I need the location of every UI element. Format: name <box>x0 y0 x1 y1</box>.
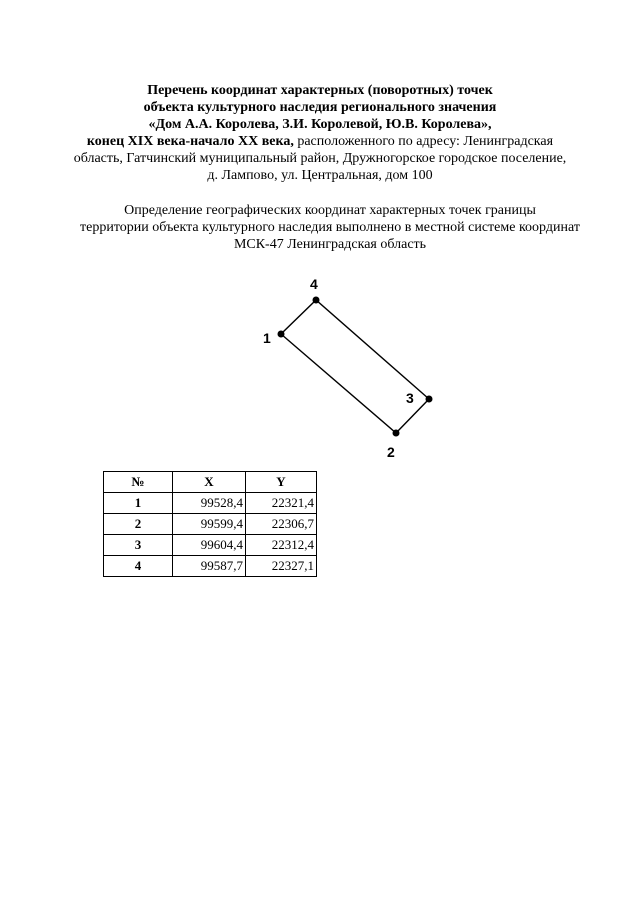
title-line-4 <box>60 133 580 150</box>
title-line-5: область, Гатчинский муниципальный район, Дружногорское городское поселение, <box>73 151 567 166</box>
intro-line-3: МСК-47 Ленинградская область <box>233 237 427 252</box>
header-y: Y <box>246 472 317 493</box>
boundary-diagram <box>250 268 450 468</box>
cell-number: 1 <box>104 493 173 514</box>
title-line-6: д. Лампово, ул. Центральная, дом 100 <box>207 168 433 183</box>
point-2-marker <box>393 430 400 437</box>
point-4-label: 4 <box>310 276 318 292</box>
cell-number: 2 <box>104 514 173 535</box>
cell-x: 99528,4 <box>173 493 246 514</box>
title-line-3: «Дом А.А. Королева, З.И. Королевой, Ю.В. Королева», <box>148 117 492 132</box>
cell-y: 22312,4 <box>246 535 317 556</box>
intro-line-2: территории объекта культурного наследия выполнено в местной системе координат <box>80 220 580 235</box>
table-header-row <box>104 472 317 493</box>
point-3-marker <box>426 396 433 403</box>
point-4-marker <box>313 297 320 304</box>
cell-y: 22306,7 <box>246 514 317 535</box>
cell-number: 3 <box>104 535 173 556</box>
point-1-marker <box>278 331 285 338</box>
coordinates-table <box>103 471 317 577</box>
cell-number: 4 <box>104 556 173 577</box>
point-2-label: 2 <box>387 444 395 460</box>
title-line-2: объекта культурного наследия регионального значения <box>143 100 497 115</box>
cell-x: 99587,7 <box>173 556 246 577</box>
table-row <box>104 535 317 556</box>
title-line-1: Перечень координат характерных (поворотных) точек <box>147 83 493 98</box>
document-title <box>60 82 580 184</box>
cell-x: 99599,4 <box>173 514 246 535</box>
title-line-4-bold: конец XIX века-начало XX века, <box>86 134 294 149</box>
point-1-label: 1 <box>263 330 271 346</box>
intro-paragraph <box>60 202 600 253</box>
table-row <box>104 514 317 535</box>
title-line-4-rest: расположенного по адресу: Ленинградская <box>293 134 554 149</box>
point-3-label: 3 <box>406 390 414 406</box>
header-number: № <box>104 472 173 493</box>
table-row <box>104 556 317 577</box>
header-x: X <box>173 472 246 493</box>
cell-y: 22321,4 <box>246 493 317 514</box>
intro-line-1: Определение географических координат характерных точек границы <box>124 203 536 218</box>
cell-y: 22327,1 <box>246 556 317 577</box>
boundary-outline <box>281 300 429 433</box>
cell-x: 99604,4 <box>173 535 246 556</box>
table-row <box>104 493 317 514</box>
